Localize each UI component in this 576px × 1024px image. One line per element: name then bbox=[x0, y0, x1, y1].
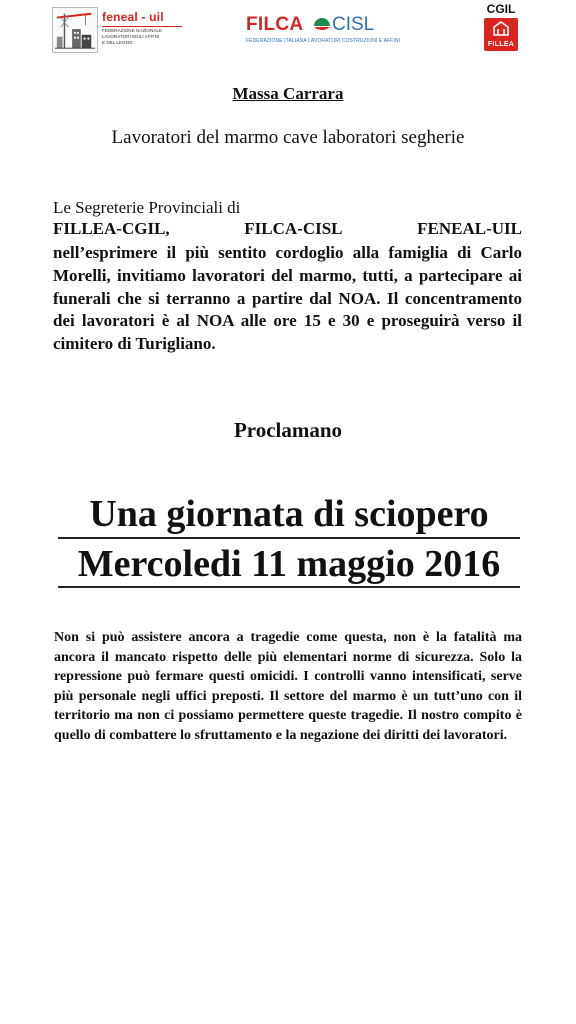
union-feneal-uil: FENEAL-UIL bbox=[417, 219, 522, 238]
closing-statement: Non si può assistere ancora a tragedie come questa, non è la fatalità ma ancora il mancato rispetto delle più elementari norme di sicurezza. Solo la repressione può fermare questi omicidi. I controlli vanno intensificati, serve più personale negli uffici preposti. Il settore del marmo è un tutt’uno con il territorio ma non ci possiamo permettere queste tragedie. Il nostro compito è quello di combattere lo sfruttamento e la negazione dei diritti dei lavoratori. bbox=[54, 630, 522, 743]
feneal-uil-logo bbox=[52, 7, 180, 53]
fillea-cgil-logo bbox=[481, 3, 521, 53]
strike-announcement: Una giornata di sciopero bbox=[89, 493, 489, 535]
filca-wordmark: FILCA bbox=[246, 14, 304, 35]
feneal-subtitle: FEDERAZIONE NAZIONALE LAVORATORI EDILI AFFINI E DEL LEGNO bbox=[102, 26, 182, 46]
construction-crane-icon bbox=[52, 7, 98, 53]
union-names bbox=[53, 218, 522, 239]
fillea-wordmark: FILLEA bbox=[487, 41, 515, 48]
cisl-emblem-icon bbox=[313, 17, 331, 33]
union-fillea-cgil: FILLEA-CGIL, bbox=[53, 219, 170, 238]
workers-subtitle: Lavoratori del marmo cave laboratori segherie bbox=[111, 127, 465, 148]
condolence-message: nell’esprimere il più sentito cordoglio alla famiglia di Carlo Morelli, invitiamo lavoratori del marmo, tutti, a partecipare ai funerali che si terranno a partire dal NOA. Il concentramento dei lavoratori è al NOA alle ore 15 e 30 e proseguirà verso il cimitero di Turigliano. bbox=[53, 243, 522, 354]
cgil-wordmark: CGIL bbox=[486, 2, 516, 16]
feneal-name: feneal - uil bbox=[102, 10, 164, 24]
intro-line: Le Segreterie Provinciali di bbox=[53, 198, 241, 217]
cisl-wordmark: CISL bbox=[332, 14, 375, 35]
strike-date: Mercoledi 11 maggio 2016 bbox=[77, 543, 501, 585]
filca-cisl-logo bbox=[246, 14, 401, 50]
union-filca-cisl: FILCA-CISL bbox=[244, 219, 343, 238]
divider-line bbox=[58, 537, 520, 539]
filca-subtitle: FEDERAZIONE ITALIANA LAVORATORI COSTRUZIONI E AFFINI bbox=[246, 38, 401, 44]
fillea-badge bbox=[484, 18, 518, 51]
proclamation-heading: Proclamano bbox=[233, 418, 343, 442]
fillea-emblem-icon bbox=[492, 21, 510, 37]
location-heading: Massa Carrara bbox=[232, 84, 344, 103]
divider-line bbox=[58, 586, 520, 588]
